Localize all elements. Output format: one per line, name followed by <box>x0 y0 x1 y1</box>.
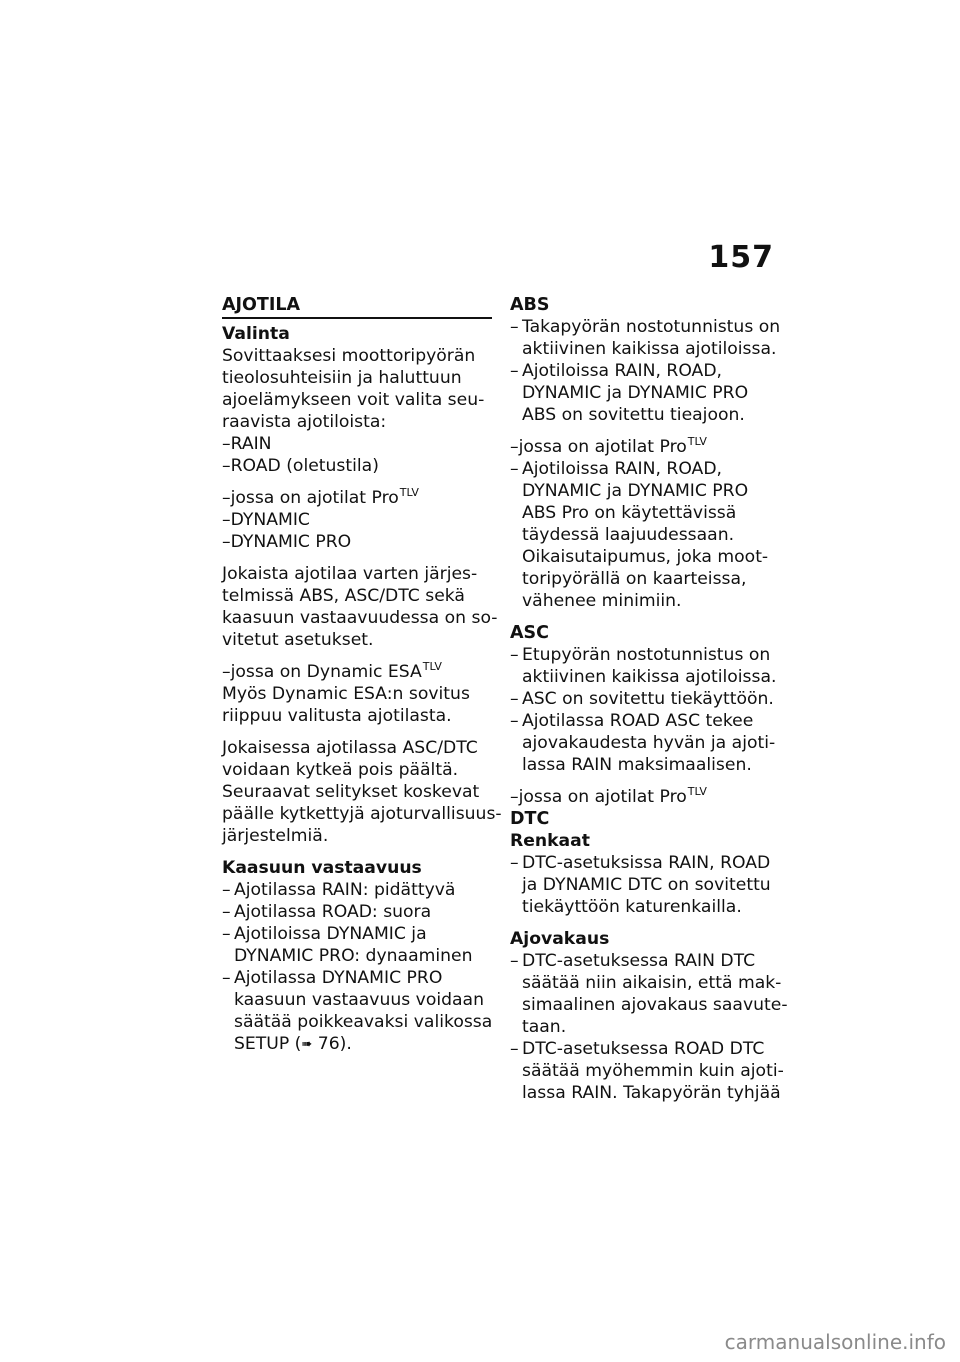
esa-note: –jossa on Dynamic $ESA^{TLV}$ <box>222 660 442 682</box>
abs-pro-note: –jossa on ajotilat Pro$^{TLV}$ <box>510 435 707 457</box>
text-line: lassa RAIN maksimaalisen. <box>522 755 752 775</box>
dtc-heading: DTC <box>510 809 550 829</box>
text-line: ABS on sovitettu tieajoon. <box>522 405 745 425</box>
text-line: säätää myöhemmin kuin ajoti- <box>522 1061 784 1081</box>
text-line: – Ajotiloissa DYNAMIC ja <box>234 924 427 944</box>
throttle-heading: Kaasuun vastaavuus <box>222 858 422 878</box>
list-item <box>222 901 492 923</box>
text-line: aktiivinen kaikissa ajotiloissa. <box>522 339 777 359</box>
list-item <box>510 710 780 776</box>
text-line: Oikaisutaipumus, joka moot- <box>522 547 769 567</box>
list-item <box>510 1038 784 1104</box>
pro-note-text: jossa on ajotilat Pro <box>230 488 399 508</box>
text-line: täydessä laajuudessaan. <box>522 525 735 545</box>
dtc-pro-note-text: jossa on ajotilat Pro <box>518 787 687 807</box>
text-line: tiekäyttöön katurenkailla. <box>522 897 742 917</box>
pro-note: –jossa on ajotilat Pro$^{TLV}$ <box>222 486 419 508</box>
dtc-pro-note: –jossa on ajotilat Pro$^{TLV}$ <box>510 785 707 807</box>
text-line: – DTC-asetuksessa ROAD DTC <box>522 1039 765 1059</box>
setup-reference[interactable] <box>234 1033 492 1057</box>
text-line: lassa RAIN. Takapyörän tyhjää <box>522 1083 781 1103</box>
throttle-list <box>222 879 492 1057</box>
text-line: päälle kytkettyjä ajoturvallisuus- <box>222 804 502 824</box>
text-line: tieolosuhteisiin ja haluttuun <box>222 368 462 388</box>
text-line: toripyörällä on kaarteissa, <box>522 569 747 589</box>
text-line: – Ajotilassa ROAD: suora <box>234 902 432 922</box>
list-item: – DYNAMIC PRO <box>222 531 492 553</box>
text-line: DYNAMIC PRO: dynaaminen <box>234 946 473 966</box>
text-line: vitetut asetukset. <box>222 630 374 650</box>
tlv-badge: TLV <box>687 785 707 798</box>
text-line: – Ajotilassa RAIN: pidättyvä <box>234 880 456 900</box>
text-line: – DTC-asetuksissa RAIN, ROAD <box>522 853 771 873</box>
list-item <box>510 458 780 612</box>
text-line: voidaan kytkeä pois päältä. <box>222 760 459 780</box>
text-line: raavista ajotiloista: <box>222 412 387 432</box>
tlv-badge: TLV <box>422 660 442 673</box>
list-item <box>222 923 492 967</box>
settings-paragraph <box>222 563 498 651</box>
tyres-heading: Renkaat <box>510 831 590 851</box>
list-item: – ROAD (oletustila) <box>222 455 492 477</box>
basic-mode-list <box>222 433 492 477</box>
text-line: ABS Pro on käytettävissä <box>522 503 737 523</box>
text-line: aktiivinen kaikissa ajotiloissa. <box>522 667 777 687</box>
stability-heading: Ajovakaus <box>510 929 610 949</box>
tlv-badge: TLV <box>687 435 707 448</box>
text-line: – Ajotiloissa RAIN, ROAD, <box>522 459 723 479</box>
text-line: Myös Dynamic ESA:n sovitus <box>222 684 470 704</box>
text-line: vähenee minimiin. <box>522 591 682 611</box>
text-line: säätää poikkeavaksi valikossa <box>234 1012 493 1032</box>
tyres-list <box>510 852 780 918</box>
left-column <box>222 294 502 1067</box>
watermark: carmanualsonline.info <box>724 1330 946 1354</box>
list-item <box>222 967 492 1057</box>
section-title: AJOTILA <box>222 294 492 319</box>
asc-list <box>510 644 780 776</box>
text-line: telmissä ABS, ASC/DTC sekä <box>222 586 465 606</box>
text-line: DYNAMIC ja DYNAMIC PRO <box>522 383 749 403</box>
setup-prefix: SETUP ( <box>234 1034 302 1054</box>
text-line: ajoelämykseen voit valita seu- <box>222 390 485 410</box>
stability-list <box>510 950 788 1104</box>
list-item: – RAIN <box>222 433 492 455</box>
pro-mode-list <box>222 509 492 553</box>
list-item <box>510 852 780 918</box>
list-item <box>510 360 780 426</box>
tlv-badge: TLV <box>399 486 419 499</box>
text-line: Jokaista ajotilaa varten järjes- <box>222 564 478 584</box>
text-line: DYNAMIC ja DYNAMIC PRO <box>522 481 749 501</box>
list-item: – DYNAMIC <box>222 509 492 531</box>
text-line: simaalinen ajovakaus saavute- <box>522 995 788 1015</box>
text-line: Jokaisessa ajotilassa ASC/DTC <box>222 738 478 758</box>
abs-heading: ABS <box>510 295 550 315</box>
intro-paragraph <box>222 345 492 433</box>
text-line: – Takapyörän nostotunnistus on <box>522 317 781 337</box>
text-line: – DTC-asetuksessa RAIN DTC <box>522 951 756 971</box>
list-item <box>222 879 492 901</box>
list-item <box>510 950 788 1038</box>
setup-page: 76). <box>312 1034 352 1054</box>
abs-list <box>510 316 780 426</box>
text-line: kaasuun vastaavuudessa on so- <box>222 608 498 628</box>
text-line: riippuu valitusta ajotilasta. <box>222 706 452 726</box>
text-line: – Etupyörän nostotunnistus on <box>522 645 771 665</box>
text-line: säätää niin aikaisin, että mak- <box>522 973 782 993</box>
text-line: – Ajotilassa DYNAMIC PRO <box>234 968 443 988</box>
list-item <box>510 316 780 360</box>
arrow-right-icon: ➠ <box>301 1037 313 1052</box>
text-line: Sovittaaksesi moottoripyörän <box>222 346 476 366</box>
esa-note-text: jossa on Dynamic ESA <box>230 662 422 682</box>
text-line: ajovakaudesta hyvän ja ajoti- <box>522 733 776 753</box>
abs-pro-note-text: jossa on ajotilat Pro <box>518 437 687 457</box>
text-line: Seuraavat selitykset koskevat <box>222 782 480 802</box>
abs-pro-list <box>510 458 780 612</box>
text-line: ja DYNAMIC DTC on sovitettu <box>522 875 771 895</box>
right-column <box>510 294 788 1114</box>
text-line: – Ajotiloissa RAIN, ROAD, <box>522 361 723 381</box>
text-line: taan. <box>522 1017 567 1037</box>
list-item <box>510 688 780 710</box>
text-line: – Ajotilassa ROAD ASC tekee <box>522 711 754 731</box>
esa-paragraph <box>222 683 492 727</box>
text-line: järjestelmiä. <box>222 826 329 846</box>
disable-paragraph <box>222 737 502 847</box>
asc-heading: ASC <box>510 623 549 643</box>
text-line: kaasuun vastaavuus voidaan <box>234 990 484 1010</box>
text-line: – ASC on sovitettu tiekäyttöön. <box>522 689 774 709</box>
valinta-heading: Valinta <box>222 324 290 344</box>
list-item <box>510 644 780 688</box>
page-number: 157 <box>708 240 774 275</box>
